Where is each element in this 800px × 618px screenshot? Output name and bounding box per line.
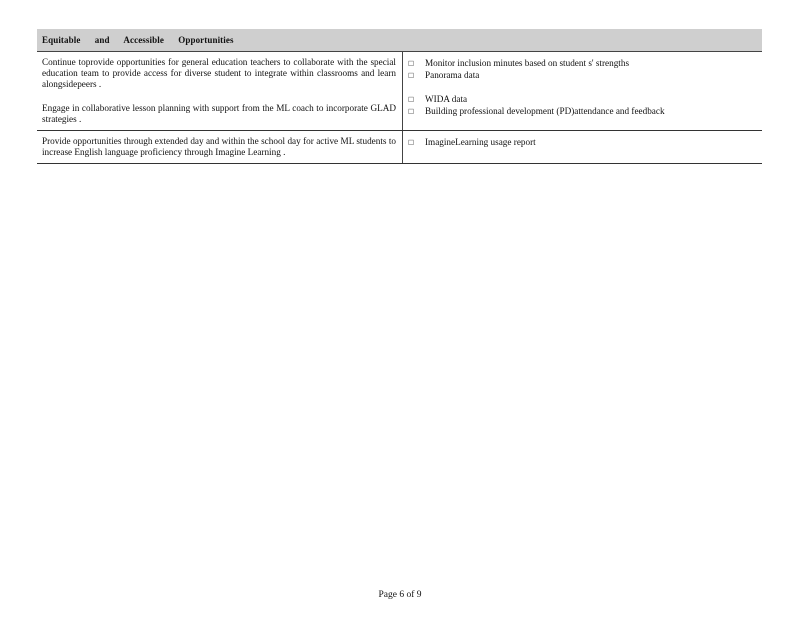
action-text: Engage in collaborative lesson planning with support from the ML coach to incorporate GLAD strategies . <box>42 102 396 124</box>
evidence-group <box>408 57 762 81</box>
bullet-icon: □ <box>408 107 415 115</box>
page-number: Page 6 of 9 <box>378 590 422 600</box>
evidence-text: Panorama data <box>425 70 480 80</box>
table-row <box>37 52 762 130</box>
evidence-text: ImagineLearning usage report <box>425 137 536 148</box>
evidence-item <box>408 136 762 148</box>
bullet-icon: □ <box>408 138 415 147</box>
section-title: Equitable and Accessible Opportunities <box>42 35 234 45</box>
evidence-item <box>408 93 762 105</box>
plan-table <box>37 29 762 164</box>
evidence-cell <box>403 52 762 130</box>
evidence-text: WIDA data <box>425 94 468 104</box>
evidence-text: Building professional development (PD)attendance and feedback <box>425 106 665 116</box>
evidence-item <box>408 57 762 69</box>
evidence-group <box>408 136 762 148</box>
action-text: Continue toprovide opportunities for general education teachers to collaborate with the special education team to provide access for diverse student to integrate within classrooms and learn alongsidepeers . <box>42 57 396 90</box>
section-header <box>37 29 762 52</box>
evidence-item <box>408 105 762 117</box>
evidence-group <box>408 93 762 117</box>
table-row <box>37 130 762 163</box>
action-cell <box>37 52 403 130</box>
action-text: Provide opportunities through extended day and within the school day for active ML students to increase English language proficiency through Imagine Learning . <box>42 136 396 158</box>
bullet-icon: □ <box>408 95 415 103</box>
bullet-icon: □ <box>408 71 415 79</box>
bullet-icon: □ <box>408 59 415 67</box>
evidence-item <box>408 69 762 81</box>
evidence-cell <box>403 131 762 163</box>
action-cell <box>37 131 403 163</box>
evidence-text: Monitor inclusion minutes based on student s' strengths <box>425 58 630 68</box>
